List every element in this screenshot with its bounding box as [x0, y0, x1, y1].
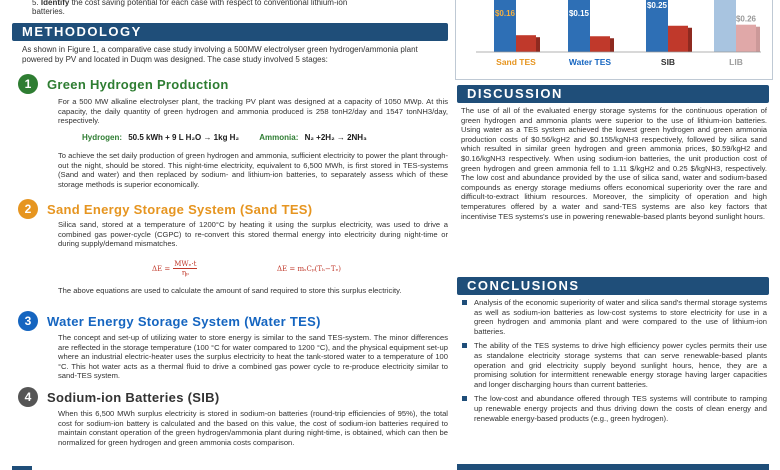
objective-text-2: batteries.: [32, 7, 65, 16]
ammonia-equation: N₂ +2H₂ → 2NH₃: [304, 133, 367, 142]
right-column: [455, 0, 773, 470]
objective-item-5: [32, 0, 432, 16]
stage-2-number: 2: [18, 199, 38, 219]
hydrogen-equation-label: Hydrogen:: [82, 133, 122, 142]
bar-sand-tes-red: [516, 35, 536, 52]
discussion-heading: DISCUSSION: [457, 85, 769, 103]
category-label-lib: LIB: [729, 57, 743, 67]
stage-2-title: Sand Energy Storage System (Sand TES): [47, 201, 313, 217]
bar-water-tes-blue: [568, 0, 590, 52]
stage-1-paragraph-2: To achieve the set daily production of green hydrogen and ammonia, sufficient electricity to power the plant through-out the night, should be stored. This night-time electricity, equivalent to 6,500 MWh, is first stored in TES-systems (Sand and water) and then replaced by sodium- and lithium-ion batteries, to separately assess which of these storage methods is superior economically.: [58, 151, 448, 189]
bar-lib-blue: [714, 0, 736, 52]
data-label-lib: $0.26: [735, 14, 757, 24]
conclusions-list: [461, 298, 767, 428]
objective-text: the cost saving potential for each case with respect to conventional lithium-ion: [69, 0, 348, 7]
methodology-intro: As shown in Figure 1, a comparative case study involving a 500MW electrolyser green hydrogen/ammonia plant powered by PV and located in Duqm was designed. The case study involved 5 stages:: [22, 45, 418, 64]
category-label-sib: SIB: [660, 57, 676, 67]
footer-bar-right: [457, 464, 769, 470]
stage-3-header: [18, 311, 321, 331]
stage-4-paragraph-1: When this 6,500 MWh surplus electricity is stored in sodium-on batteries (round-trip efficiencies of 95%), the total cost for sodium-ion battery is calculated and the based on this value, the cost of sodium-ion batteries required to maintain constant operation of the green hydrogen/ammonia plant during night-time, is obtained, which can then be normalized for green hydrogen and green ammonia costs comparison.: [58, 409, 448, 447]
methodology-heading: METHODOLOGY: [12, 23, 448, 41]
category-label-water-tes: Water TES: [568, 57, 612, 67]
stage-1-header: [18, 74, 229, 94]
bar-water-tes-red: [590, 36, 610, 52]
data-label-sib: $0.25: [646, 1, 668, 10]
sand-formula-1: [152, 260, 197, 277]
bar-shade: [536, 37, 540, 52]
formula-1-lhs: ΔE =: [152, 264, 171, 273]
stage-4-title: Sodium-ion Batteries (SIB): [47, 389, 220, 405]
formula-1-numerator: MWₑ·t: [174, 260, 197, 268]
stage-3-title: Water Energy Storage System (Water TES): [47, 313, 321, 329]
bar-shade: [688, 28, 692, 52]
bar-shade: [756, 27, 760, 52]
stage-2-paragraph-1: Silica sand, stored at a temperature of 1200°C by heating it using the surplus electricity, was used to drive a combined gas power-cycle (CGPC) to re-convert this stored thermal energy into electricity during night-time or during supply/demand mismatches.: [58, 220, 448, 249]
formula-1-fraction: [173, 260, 197, 277]
stage-1-number: 1: [18, 74, 38, 94]
bar-sib-red: [668, 26, 688, 52]
ammonia-equation-label: Ammonia:: [259, 133, 299, 142]
data-label-sand-tes: $0.16: [494, 9, 516, 18]
stage-1-equations: [82, 133, 371, 142]
footer-bar-left: [12, 466, 32, 470]
stage-3-paragraph-1: The concept and set-up of utilizing water to store energy is similar to the sand TES-system. The minor differences are reflected in the storage temperature (100 °C for water compared to 1200 °C), and the physical equipment set-up where an industrial electric-heater uses the surplus electricity to heat the tank-stored water to a temperature of 100 °C. This hot water acts as a thermal fluid to drive a combined gas power cycle to re-produce electricity similar to sand-TES system.: [58, 333, 448, 381]
stage-2-paragraph-2: The above equations are used to calculate the amount of sand required to store this surplus electricity.: [58, 286, 402, 295]
sand-formula-2: ΔE = mₛCₚ(Tₕ−Tₑ): [277, 265, 342, 273]
stage-2-header: [18, 199, 312, 219]
stage-1-title: Green Hydrogen Production: [47, 76, 229, 92]
conclusion-item-1: Analysis of the economic superiority of water and silica sand's thermal storage systems as well as sodium-ion batteries as low-cost systems to store electricity for use in a green hydrogen and ammonia plant and were compared to the use of lithium-ion batteries.: [461, 298, 767, 336]
stage-1-paragraph-1: For a 500 MW alkaline electrolyser plant, the tracking PV plant was designed at a capacity of 1050 MWp. At this capacity, the daily quantity of green hydrogen and ammonia produced is 258 tonH2/day and 1547 tonNH3/day, respectively.: [58, 97, 448, 126]
cost-chart: [456, 0, 774, 80]
objective-bold: Identify: [40, 0, 70, 7]
conclusion-item-2: The ability of the TES systems to drive high efficiency power cycles permits their use as standalone electricity storage systems that can serve renewable-based plants operation and grid electricity supply beyond sunlight hours, hence, they are a promising solution for intermittent renewable energy storage having larger capacities and longer discharging hours than current batteries.: [461, 341, 767, 389]
objective-number: 5.: [32, 0, 39, 7]
bar-shade: [610, 38, 614, 52]
bar-lib-red: [736, 25, 756, 52]
conclusions-heading: CONCLUSIONS: [457, 277, 769, 295]
hydrogen-equation: 50.5 kWh + 9 L H₂O → 1kg H₂: [128, 133, 240, 142]
category-label-sand-tes: Sand TES: [496, 57, 536, 67]
stage-4-header: [18, 387, 219, 407]
stage-3-number: 3: [18, 311, 38, 331]
bar-sand-tes-blue: [494, 0, 516, 52]
discussion-text: The use of all of the evaluated energy storage systems for the continuous operation of green hydrogen and ammonia plants were superior to the use of lithium-ion batteries. Using water as a TES system achieved the lowest green hydrogen and green ammonia production costs of $0.56/kgH2 and $0.155/kgNH3 respectively, followed by silica sand which resulted in similar green hydrogen and green ammonia prices, $0.59/kgH2 and $0.16/kgNH3 respectively. When using sodium-ion batteries, the unit production cost of green hydrogen and green ammonia fell to 1.11 $/kgH2 and 0.25 $/kgNH3, respectively. The low cost and abundance provided by the use of silica sand, water and sodium-based compounds as energy storage mediums offers economical superiority over the rare and difficult-to-extract lithium resources. Moreover, the simplicity of operation and high temperatures offered by a water and sand-TES systems are also key factors that incentivise TES systems's use in powering renewable-based plants beyond sunlight hours.: [461, 106, 767, 221]
left-column: [12, 0, 448, 470]
data-label-water-tes: $0.15: [568, 9, 590, 18]
conclusion-item-3: The low-cost and abundance offered through TES systems will contribute to ramping up renewable energy projects and thus driving down the costs of clean energy and renewable energy-based products (e.g., green hydrogen).: [461, 394, 767, 423]
stage-4-number: 4: [18, 387, 38, 407]
cost-chart-panel: [455, 0, 773, 80]
formula-1-denominator: ηₚ: [181, 269, 189, 277]
